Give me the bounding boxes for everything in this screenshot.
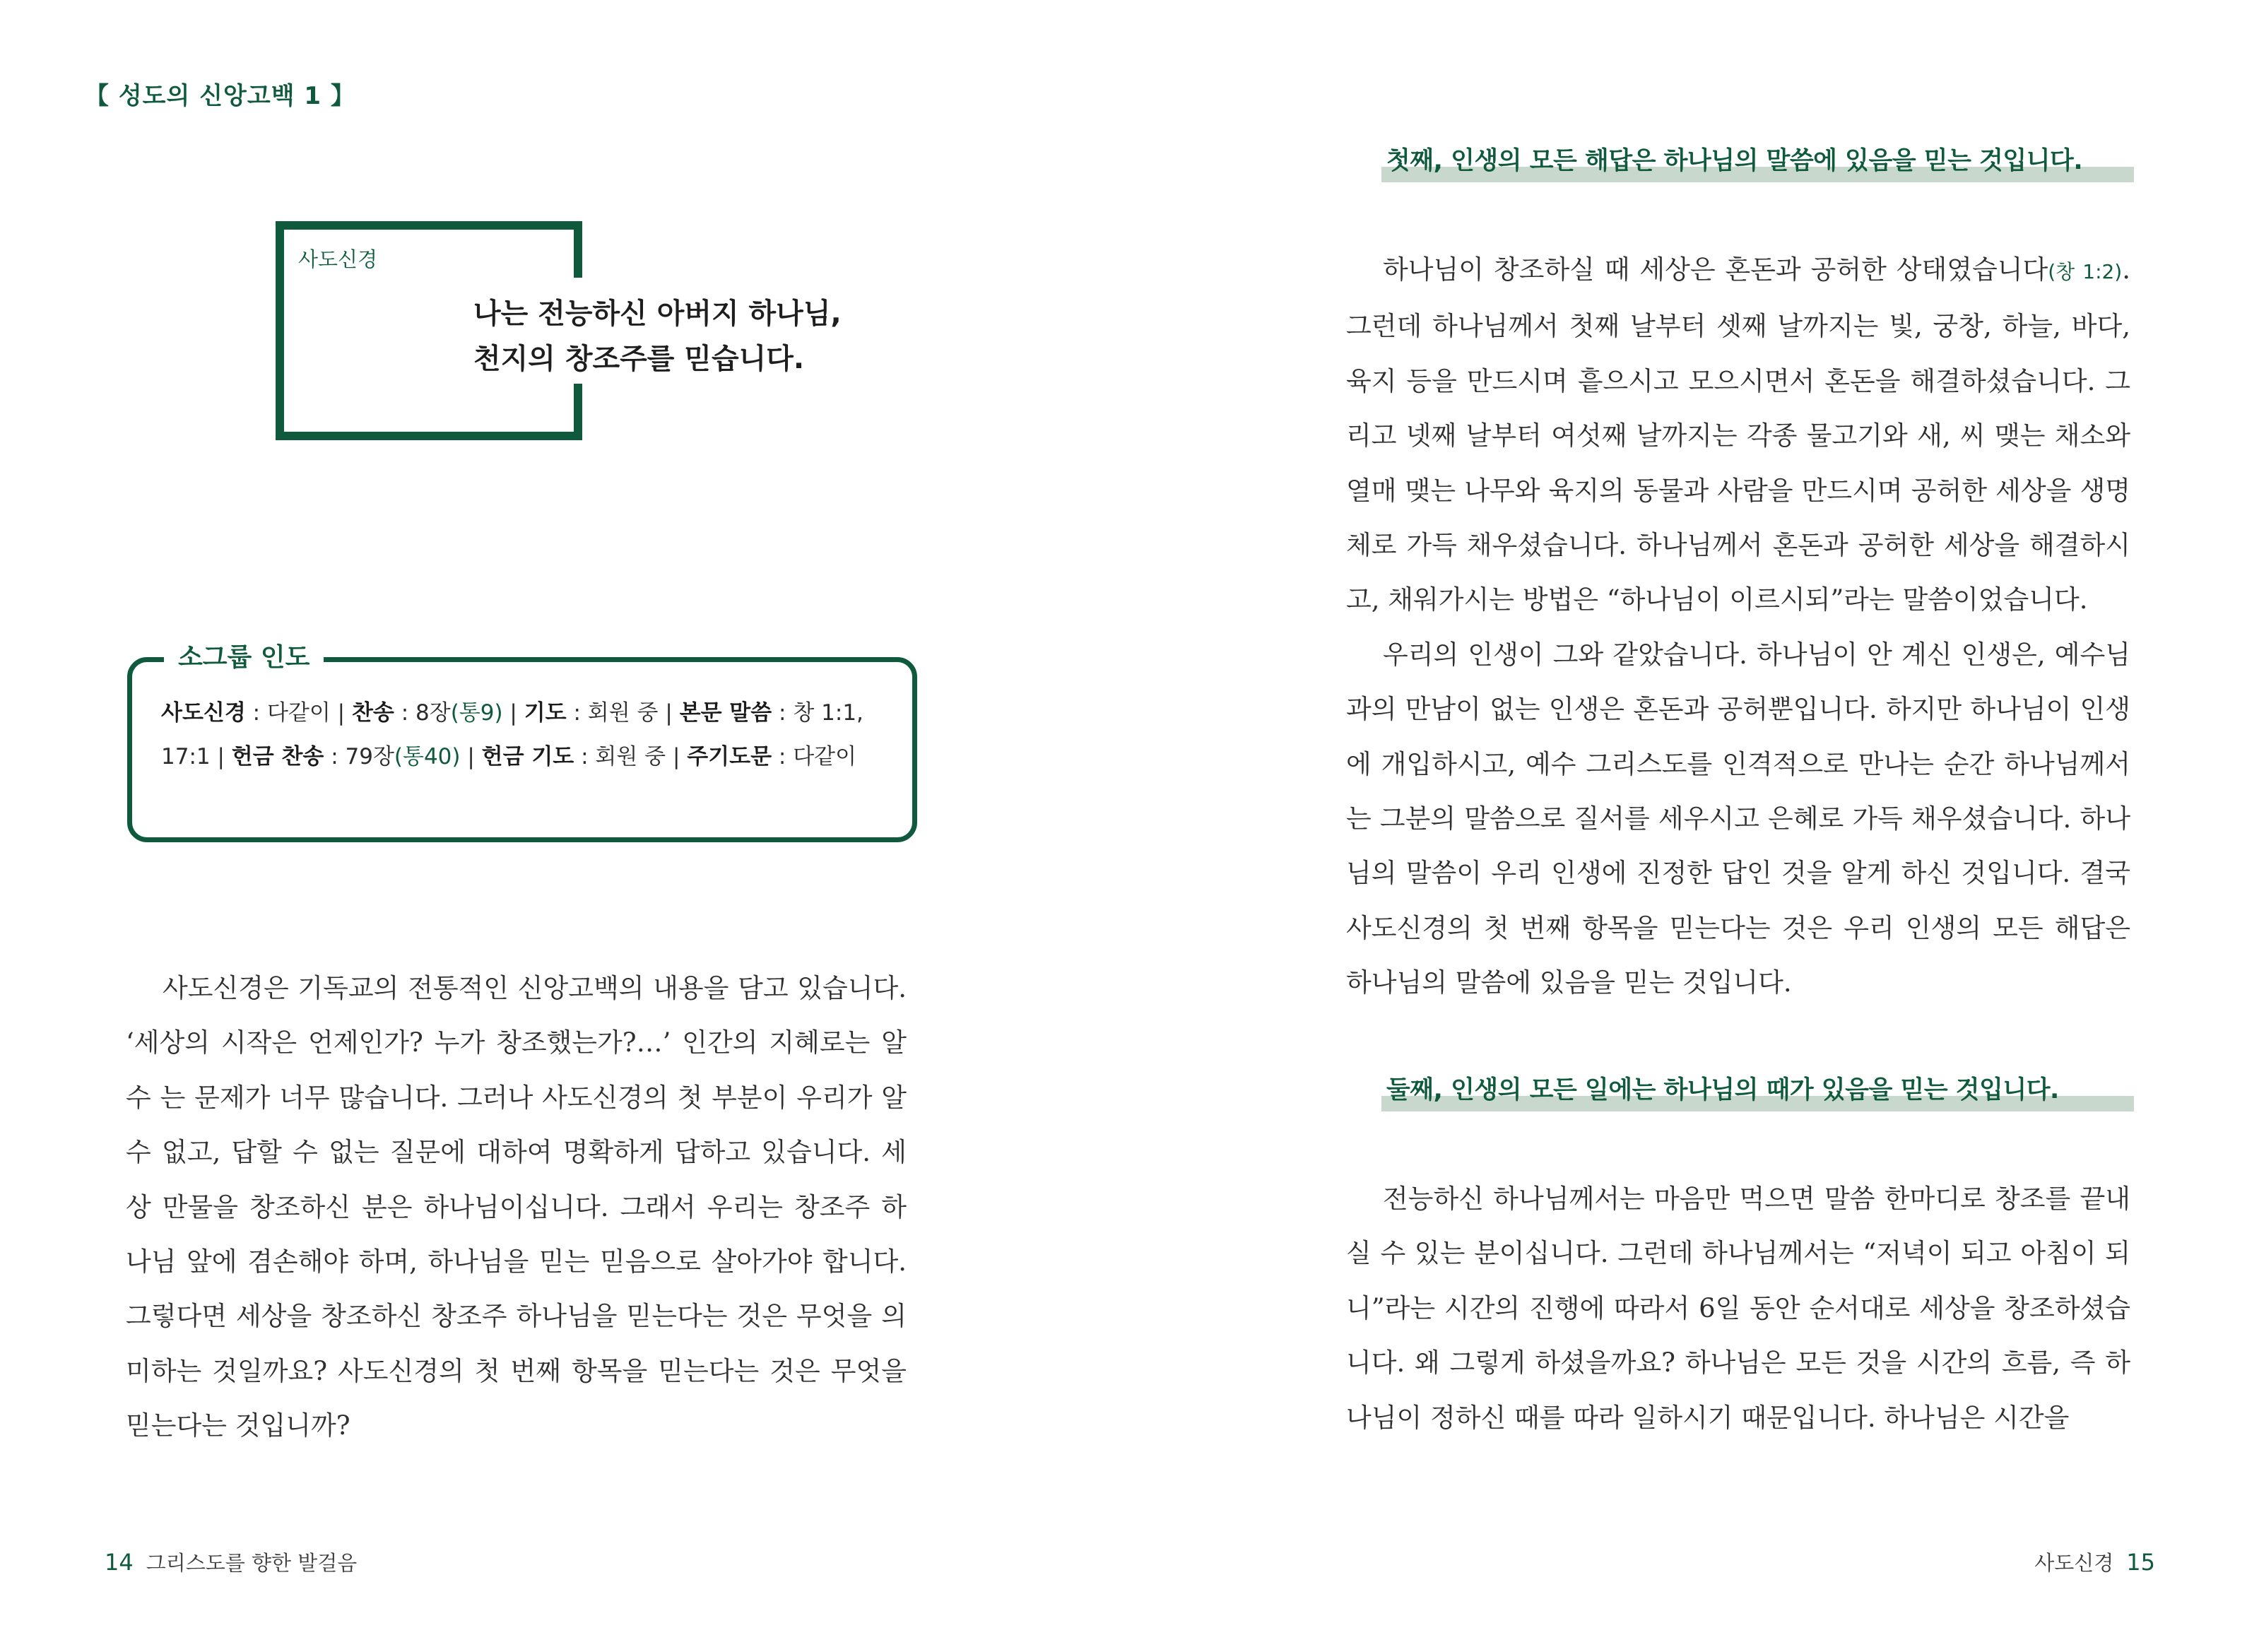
- page-number-left: 14: [105, 1549, 134, 1576]
- guide-label: 본문 말씀: [679, 700, 772, 726]
- footer-right: [2034, 1547, 2155, 1576]
- guide-value: 창 1:1, 17:1: [161, 700, 863, 769]
- creed-label: 사도신경: [298, 247, 378, 271]
- text-run: 하나님이 창조하실 때 세상은 혼돈과 공허한 상태였습니다: [1383, 254, 2048, 285]
- creed-line-2: 천지의 창조주를 믿습니다.: [473, 343, 805, 375]
- subhead-2: 둘째, 인생의 모든 일에는 하나님의 때가 있음을 믿는 것입니다.: [1386, 1076, 2059, 1104]
- chapter-title: 사도신경: [2034, 1551, 2114, 1575]
- page-number-right: 15: [2126, 1549, 2155, 1576]
- book-title: 그리스도를 향한 발걸음: [146, 1551, 358, 1575]
- subhead-1: 첫째, 인생의 모든 해답은 하나님의 말씀에 있음을 믿는 것입니다.: [1386, 147, 2083, 175]
- footer-left: [105, 1547, 357, 1576]
- guide-sub: (통40): [394, 744, 461, 769]
- guide-details: 사도신경 : 다같이 | 찬송 : 8장(통9) | 기도 : 회원 중 | 본문 말씀 : 창 1:1, 17:1 | 헌금 찬송 : 79장(통40) | 헌금 기도 : 회원 중 | 주기도문 : 다같이: [161, 700, 863, 769]
- guide-value: 8장: [415, 700, 451, 726]
- paragraph: 전능하신 하나님께서는 마음만 먹으면 말씀 한마디로 창조를 끝내실 수 있는 분이십니다. 그런데 하나님께서는 “저녁이 되고 아침이 되니”라는 시간의 진행에 따라서 6일 동안 순서대로 세상을 창조하셨습니다. 왜 그렇게 하셨을까요? 하나님은 모든 것을 시간의 흐름, 즉 하나님이 정하신 때를 따라 일하시기 때문입니다. 하나님은 시간을: [1346, 1184, 2130, 1433]
- right-body-section-2: [1346, 1172, 2130, 1445]
- guide-label: 찬송: [351, 700, 394, 726]
- section-tag: 【 성도의 신앙고백 1 】: [85, 82, 355, 110]
- paragraph: [1346, 242, 2130, 627]
- guide-value: 다같이: [266, 700, 331, 726]
- left-body-paragraph: 사도신경은 기독교의 전통적인 신앙고백의 내용을 담고 있습니다. ‘세상의 시작은 언제인가? 누가 창조했는가?…’ 인간의 지혜로는 알 수 는 문제가 너무 많습니다. 그러나 사도신경의 첫 부분이 우리가 알 수 없고, 답할 수 없는 질문에 대하여 명확하게 답하고 있습니다. 세상 만물을 창조하신 분은 하나님이십니다. 그래서 우리는 창조주 하나님 앞에 겸손해야 하며, 하나님을 믿는 믿음으로 살아가야 합니다. 그렇다면 세상을 창조하신 창조주 하나님을 믿는다는 것은 무엇을 의미하는 것일까요? 사도신경의 첫 번째 항목을 믿는다는 것은 무엇을 믿는다는 것입니까?: [126, 973, 907, 1441]
- guide-sub: (통9): [450, 700, 503, 726]
- right-body-section-1: [1346, 242, 2130, 1010]
- paragraph: 우리의 인생이 그와 같았습니다. 하나님이 안 계신 인생은, 예수님과의 만남이 없는 인생은 혼돈과 공허뿐입니다. 하지만 하나님이 인생에 개입하시고, 예수 그리스도를 인격적으로 만나는 순간 하나님께서는 그분의 말씀으로 질서를 세우시고 은혜로 가득 채우셨습니다. 하나님의 말씀이 우리 인생에 진정한 답인 것을 알게 하신 것입니다. 결국 사도신경의 첫 번째 항목을 믿는다는 것은 우리 인생의 모든 해답은 하나님의 말씀에 있음을 믿는 것입니다.: [1346, 639, 2130, 998]
- guide-label: 헌금 기도: [481, 744, 574, 769]
- guide-label: 주기도문: [687, 744, 772, 769]
- guide-label: 헌금 찬송: [231, 744, 324, 769]
- creed-line-1: 나는 전능하신 아버지 하나님,: [473, 297, 842, 330]
- guide-value: 79장: [345, 744, 394, 769]
- scripture-reference: (창 1:2): [2048, 260, 2123, 283]
- guide-title: 소그룹 인도: [164, 637, 324, 673]
- text-run: . 그런데 하나님께서 첫째 날부터 셋째 날까지는 빛, 궁창, 하늘, 바다, 육지 등을 만드시며 흩으시고 모으시면서 혼돈을 해결하셨습니다. 그리고 넷째 날부터 여섯째 날까지는 각종 물고기와 새, 씨 맺는 채소와 열매 맺는 나무와 육지의 동물과 사람을 만드시며 공허한 세상을 생명체로 가득 채우셨습니다. 하나님께서 혼돈과 공허한 세상을 해결하시고, 채워가시는 방법은 “하나님이 이르시되”라는 말씀이었습니다.: [1346, 254, 2131, 615]
- guide-label: 기도: [524, 700, 567, 726]
- guide-value: 회원 중: [595, 744, 666, 769]
- guide-label: 사도신경: [161, 700, 246, 726]
- guide-value: 회원 중: [587, 700, 659, 726]
- guide-value: 다같이: [793, 744, 857, 769]
